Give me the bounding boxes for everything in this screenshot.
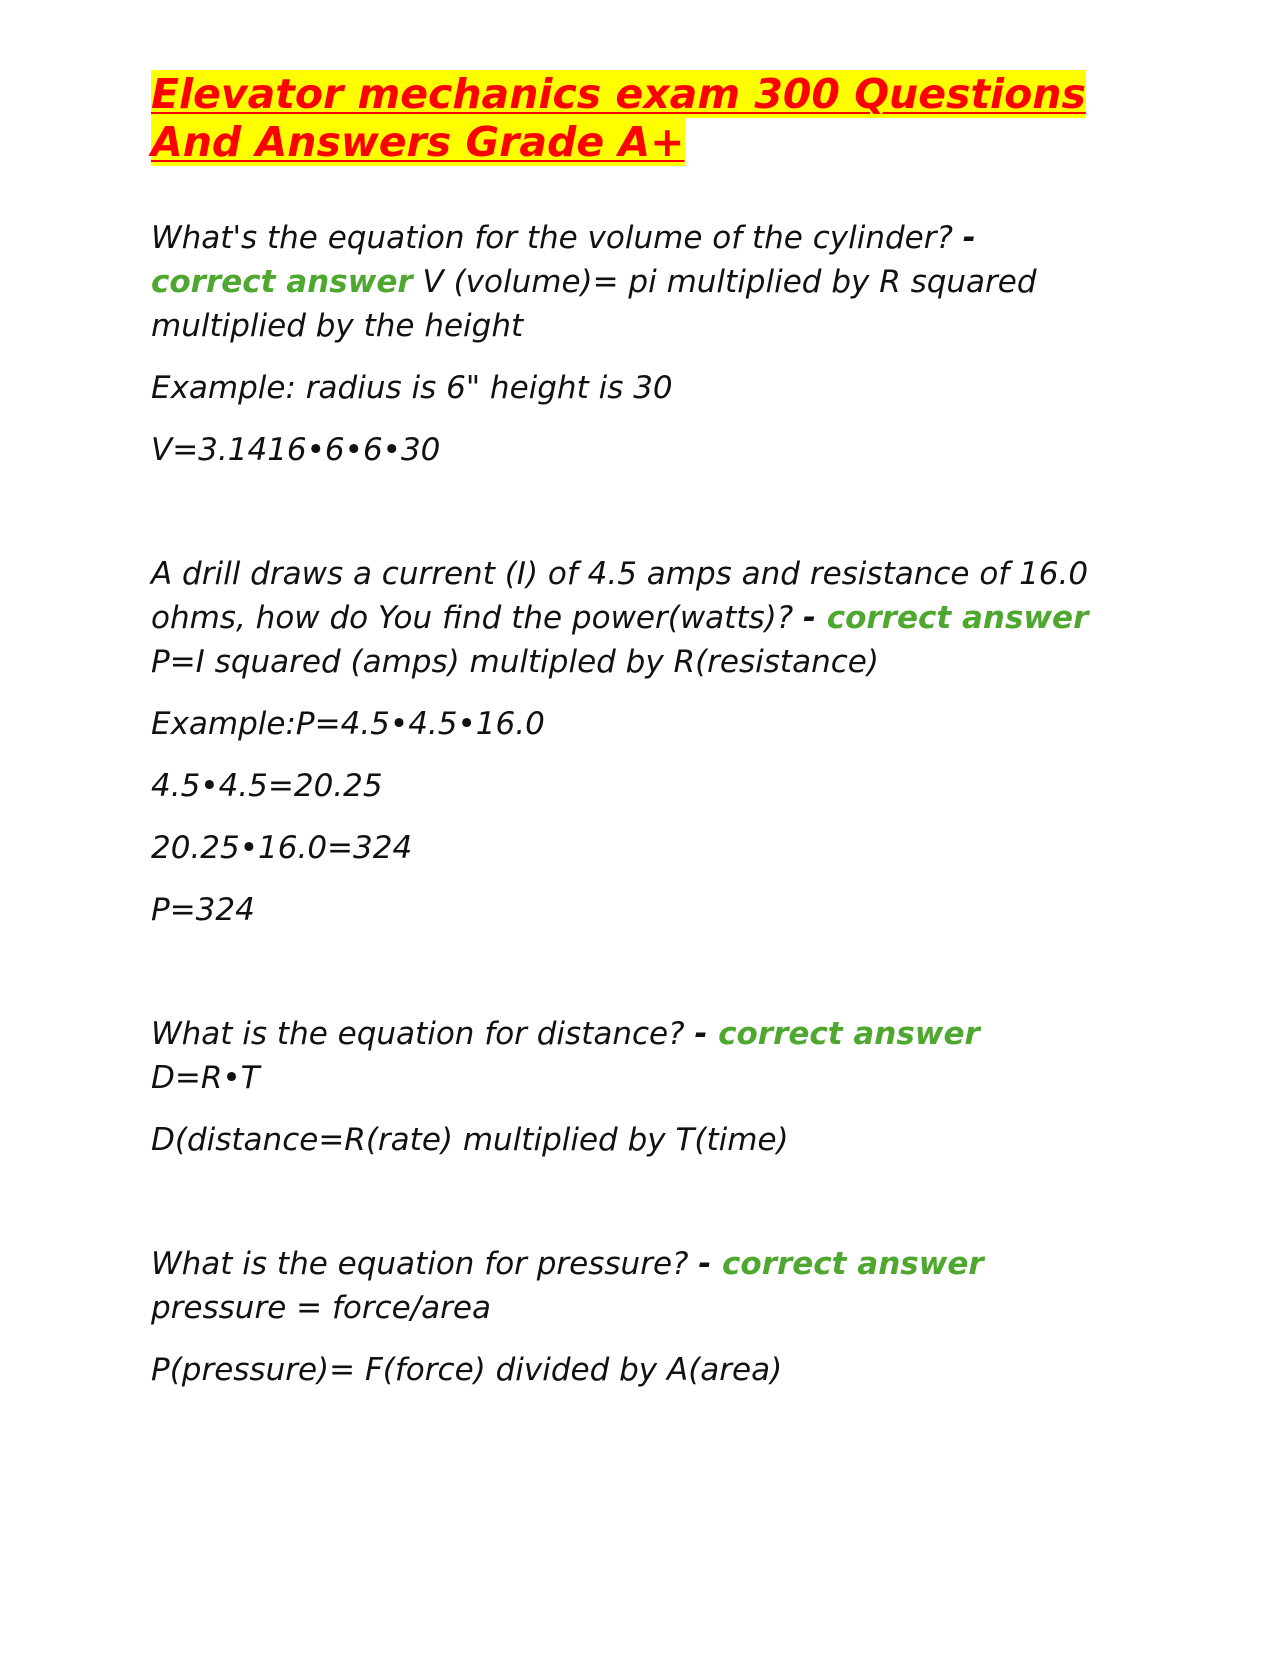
title-line-1: Elevator mechanics exam 300 Questions [151, 70, 1086, 118]
answer-text: P=I squared (amps) multipled by R(resistance) [151, 644, 879, 680]
question-text: What's the equation for the volume of the cylinder? [151, 220, 963, 256]
correct-answer-label: correct answer [722, 1246, 984, 1282]
qa-question-paragraph [151, 216, 1141, 348]
correct-answer-label: correct answer [718, 1016, 980, 1052]
document-title [151, 70, 1141, 166]
correct-answer-label: correct answer [151, 264, 413, 300]
question-text: A drill draws a current (I) of 4.5 amps and resistance of 16.0 ohms, how do You find the power(watts)? [151, 556, 1089, 636]
explanation-line: D(distance=R(rate) multiplied by T(time) [151, 1122, 789, 1158]
document-page [151, 70, 1141, 1392]
question-text: What is the equation for distance? [151, 1016, 695, 1052]
qa-question-paragraph [151, 552, 1141, 684]
calculation-line: 4.5•4.5=20.25 [151, 768, 383, 804]
qa-item-power [151, 552, 1141, 932]
answer-dash: - [698, 1246, 723, 1282]
example-line: Example: radius is 6" height is 30 [151, 370, 673, 406]
answer-text: V (volume)= pi multiplied by R squared multiplied by the height [151, 264, 1037, 344]
question-text: What is the equation for pressure? [151, 1246, 699, 1282]
qa-item-distance [151, 1012, 1141, 1162]
result-line: P=324 [151, 892, 255, 928]
answer-text: D=R•T [151, 1060, 260, 1096]
calculation-line: 20.25•16.0=324 [151, 830, 413, 866]
qa-question-paragraph [151, 1242, 1141, 1330]
answer-dash: - [694, 1016, 719, 1052]
correct-answer-label: correct answer [826, 600, 1089, 636]
explanation-line: P(pressure)= F(force) divided by A(area) [151, 1352, 783, 1388]
answer-dash: - [962, 220, 976, 256]
answer-dash: - [803, 600, 827, 636]
title-line-2: And Answers Grade A+ [151, 118, 685, 166]
qa-item-volume [151, 216, 1141, 472]
answer-text: pressure = force/area [151, 1290, 491, 1326]
qa-question-paragraph [151, 1012, 1141, 1100]
example-line: Example:P=4.5•4.5•16.0 [151, 706, 545, 742]
qa-item-pressure [151, 1242, 1141, 1392]
calculation-line: V=3.1416•6•6•30 [151, 432, 441, 468]
